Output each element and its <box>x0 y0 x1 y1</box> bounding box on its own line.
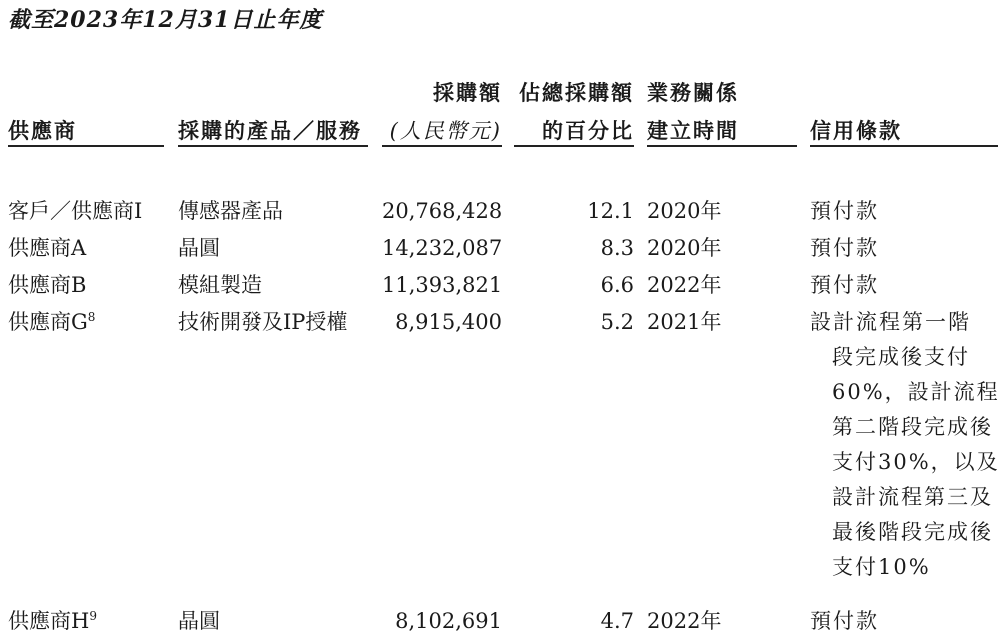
header-credit: 信用條款 <box>810 118 902 143</box>
table-row-amount: 8,915,400 <box>395 310 502 334</box>
table-row-terms <box>810 305 1000 585</box>
table-row-supplier: 供應商A <box>8 236 87 260</box>
terms-line: 段完成後支付 <box>832 345 970 369</box>
header-rule-amount <box>382 145 502 147</box>
table-row-amount: 14,232,087 <box>382 236 503 260</box>
header-rule-pct <box>514 145 634 147</box>
table-row-product: 傳感器產品 <box>178 199 283 223</box>
table-row-amount: 20,768,428 <box>382 199 503 223</box>
table-row-supplier: 供應商B <box>8 273 87 297</box>
table-row-since: 2020年 <box>647 236 722 260</box>
footnote-marker: 8 <box>87 310 96 324</box>
header-amount-line2: (人民幣元) <box>389 119 502 143</box>
table-row-supplier <box>8 307 95 337</box>
header-relation-line1: 業務關係 <box>647 80 739 105</box>
header-relation-line2: 建立時間 <box>647 118 739 143</box>
header-rule-credit <box>810 145 998 147</box>
terms-line: 設計流程第一階 <box>810 310 971 334</box>
table-row-pct: 4.7 <box>600 609 634 633</box>
table-row-since: 2020年 <box>647 199 722 223</box>
table-row-product: 模組製造 <box>178 273 262 297</box>
table-row-pct: 5.2 <box>600 310 634 334</box>
terms-line: 第二階段完成後 <box>832 415 993 439</box>
header-product: 採購的產品／服務 <box>178 118 362 143</box>
terms-line: 支付30%，以及 <box>832 450 1000 474</box>
table-row-supplier: 客戶／供應商I <box>8 199 143 223</box>
table-row-amount: 11,393,821 <box>382 273 503 297</box>
table-row-product: 技術開發及IP授權 <box>178 310 348 334</box>
terms-line: 60%，設計流程 <box>832 380 1000 404</box>
table-row-product: 晶圓 <box>178 236 220 260</box>
header-pct-line2: 的百分比 <box>542 118 634 143</box>
terms-line: 設計流程第三及 <box>832 485 993 509</box>
table-row-terms: 預付款 <box>810 199 879 223</box>
table-row-since: 2022年 <box>647 609 722 633</box>
terms-line: 最後階段完成後 <box>832 520 993 544</box>
table-row-amount: 8,102,691 <box>395 609 502 633</box>
page-title: 截至2023年12月31日止年度 <box>8 7 323 33</box>
table-row-terms: 預付款 <box>810 236 879 260</box>
table-row-terms: 預付款 <box>810 609 879 633</box>
header-rule-relation <box>647 145 797 147</box>
header-pct-line1: 佔總採購額 <box>519 80 634 105</box>
table-row-supplier <box>8 606 97 636</box>
table-row-since: 2021年 <box>647 310 722 334</box>
terms-line: 支付10% <box>832 555 931 579</box>
table-row-product: 晶圓 <box>178 609 220 633</box>
header-amount-line1: 採購額 <box>433 80 502 105</box>
header-supplier: 供應商 <box>8 118 77 143</box>
supplier-name: 供應商G <box>8 310 88 334</box>
supplier-name: 供應商H <box>8 609 90 633</box>
table-row-terms: 預付款 <box>810 273 879 297</box>
table-row-since: 2022年 <box>647 273 722 297</box>
table-row-pct: 12.1 <box>587 199 634 223</box>
header-rule-product <box>178 145 368 147</box>
table-row-pct: 8.3 <box>600 236 634 260</box>
header-rule-supplier <box>8 145 164 147</box>
footnote-marker: 9 <box>89 609 97 623</box>
table-row-pct: 6.6 <box>600 273 634 297</box>
